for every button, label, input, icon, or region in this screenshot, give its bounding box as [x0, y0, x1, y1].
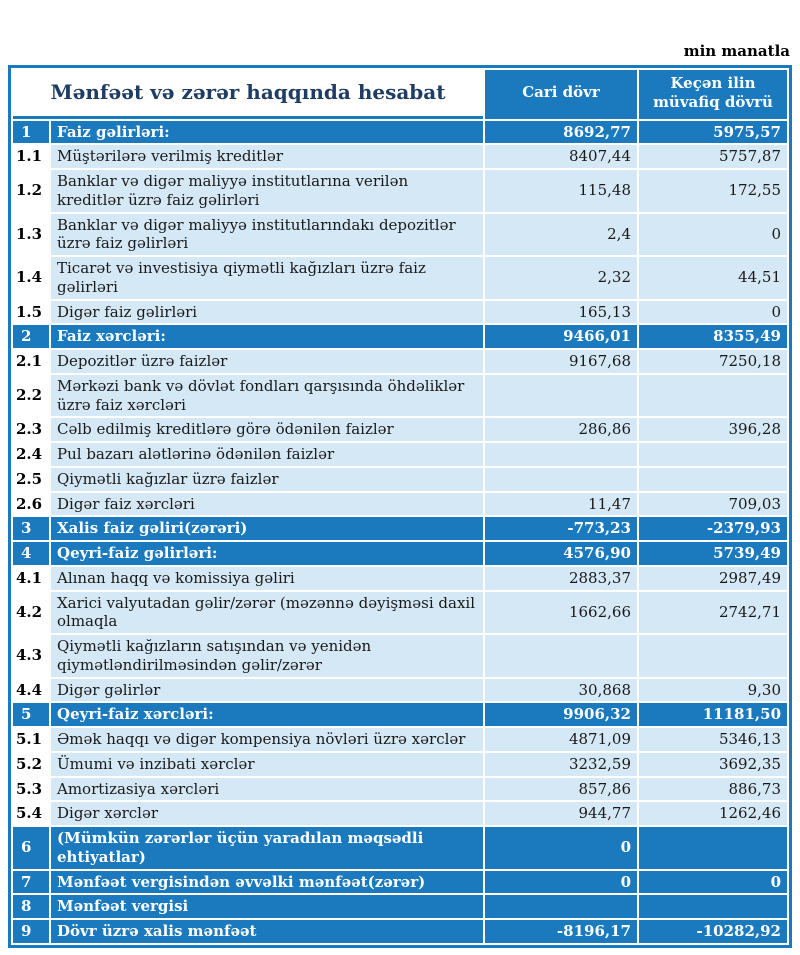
- row-value-previous: [639, 827, 787, 869]
- row-label: Xalis faiz gəliri(zərəri): [51, 517, 483, 540]
- table-row: [13, 920, 787, 943]
- row-value-current: 8692,77: [485, 121, 637, 144]
- row-number: 5: [13, 703, 49, 726]
- row-label: Faiz gəlirləri:: [51, 121, 483, 144]
- row-value-current: -8196,17: [485, 920, 637, 943]
- row-number: 4.2: [13, 592, 49, 634]
- row-label: Amortizasiya xərcləri: [51, 778, 483, 801]
- row-value-current: 9906,32: [485, 703, 637, 726]
- row-value-previous: 11181,50: [639, 703, 787, 726]
- table-row: [13, 802, 787, 825]
- row-value-current: 944,77: [485, 802, 637, 825]
- table-row: [13, 301, 787, 324]
- row-value-current: 3232,59: [485, 753, 637, 776]
- row-value-previous: 2987,49: [639, 567, 787, 590]
- row-value-previous: [639, 468, 787, 491]
- row-value-current: 115,48: [485, 170, 637, 212]
- row-value-previous: [639, 635, 787, 677]
- table-row: [13, 871, 787, 894]
- row-label: Müştərilərə verilmiş kreditlər: [51, 145, 483, 168]
- row-value-previous: 0: [639, 871, 787, 894]
- row-value-previous: 172,55: [639, 170, 787, 212]
- row-value-previous: 0: [639, 301, 787, 324]
- row-number: 2.1: [13, 350, 49, 373]
- row-label: Ticarət və investisiya qiymətli kağızları üzrə faiz gəlirləri: [51, 257, 483, 299]
- row-label: Depozitlər üzrə faizlər: [51, 350, 483, 373]
- row-label: (Mümkün zərərlər üçün yaradılan məqsədli ehtiyatlar): [51, 827, 483, 869]
- row-value-previous: -10282,92: [639, 920, 787, 943]
- profit-loss-table: [8, 65, 792, 948]
- row-value-current: [485, 375, 637, 417]
- row-value-current: 8407,44: [485, 145, 637, 168]
- row-value-current: -773,23: [485, 517, 637, 540]
- row-number: 2.4: [13, 443, 49, 466]
- row-label: Alınan haqq və komissiya gəliri: [51, 567, 483, 590]
- row-number: 2.2: [13, 375, 49, 417]
- units-note: min manatla: [683, 42, 790, 60]
- row-value-current: 857,86: [485, 778, 637, 801]
- row-value-previous: 1262,46: [639, 802, 787, 825]
- table-row: [13, 542, 787, 565]
- row-number: 5.4: [13, 802, 49, 825]
- row-label: Pul bazarı alətlərinə ödənilən faizlər: [51, 443, 483, 466]
- row-value-current: 9466,01: [485, 325, 637, 348]
- row-value-previous: 44,51: [639, 257, 787, 299]
- row-number: 5.2: [13, 753, 49, 776]
- column-header-current-period: Cari dövr: [485, 70, 637, 119]
- row-value-previous: 8355,49: [639, 325, 787, 348]
- row-value-current: 2,32: [485, 257, 637, 299]
- table-row: [13, 375, 787, 417]
- row-number: 1.4: [13, 257, 49, 299]
- column-header-previous-period: Keçən ilin müvafiq dövrü: [639, 70, 787, 119]
- table-row: [13, 214, 787, 256]
- row-value-current: 4871,09: [485, 728, 637, 751]
- table-title: Mənfəət və zərər haqqında hesabat: [13, 70, 483, 119]
- row-value-current: 9167,68: [485, 350, 637, 373]
- row-number: 3: [13, 517, 49, 540]
- row-label: Digər gəlirlər: [51, 679, 483, 702]
- row-label: Mənfəət vergisi: [51, 895, 483, 918]
- row-number: 6: [13, 827, 49, 869]
- row-label: Banklar və digər maliyyə institutlarına verilən kreditlər üzrə faiz gəlirləri: [51, 170, 483, 212]
- row-value-previous: 396,28: [639, 418, 787, 441]
- table-row: [13, 679, 787, 702]
- row-label: Banklar və digər maliyyə institutlarındakı depozitlər üzrə faiz gəlirləri: [51, 214, 483, 256]
- row-number: 1: [13, 121, 49, 144]
- table-row: [13, 468, 787, 491]
- row-value-current: 0: [485, 871, 637, 894]
- row-label: Əmək haqqı və digər kompensiya növləri üzrə xərclər: [51, 728, 483, 751]
- row-label: Mənfəət vergisindən əvvəlki mənfəət(zərər): [51, 871, 483, 894]
- row-value-previous: 7250,18: [639, 350, 787, 373]
- row-label: Qeyri-faiz xərcləri:: [51, 703, 483, 726]
- row-number: 1.5: [13, 301, 49, 324]
- row-number: 2.6: [13, 493, 49, 516]
- table-row: [13, 567, 787, 590]
- table-row: [13, 728, 787, 751]
- row-label: Cəlb edilmiş kreditlərə görə ödənilən faizlər: [51, 418, 483, 441]
- row-value-current: [485, 468, 637, 491]
- row-value-previous: 2742,71: [639, 592, 787, 634]
- row-label: Mərkəzi bank və dövlət fondları qarşısında öhdəliklər üzrə faiz xərcləri: [51, 375, 483, 417]
- header-row: [13, 70, 787, 119]
- row-number: 2: [13, 325, 49, 348]
- row-value-current: 2883,37: [485, 567, 637, 590]
- report-table-body: [13, 121, 787, 943]
- table-row: [13, 121, 787, 144]
- row-number: 5.1: [13, 728, 49, 751]
- table-row: [13, 257, 787, 299]
- row-value-previous: 5739,49: [639, 542, 787, 565]
- row-value-current: 165,13: [485, 301, 637, 324]
- row-number: 1.2: [13, 170, 49, 212]
- row-number: 4.3: [13, 635, 49, 677]
- row-label: Faiz xərcləri:: [51, 325, 483, 348]
- table-row: [13, 895, 787, 918]
- row-value-current: [485, 635, 637, 677]
- table-row: [13, 827, 787, 869]
- row-label: Xarici valyutadan gəlir/zərər (məzənnə dəyişməsi daxil olmaqla: [51, 592, 483, 634]
- row-number: 4.4: [13, 679, 49, 702]
- table-row: [13, 350, 787, 373]
- row-number: 5.3: [13, 778, 49, 801]
- row-value-current: 11,47: [485, 493, 637, 516]
- row-number: 8: [13, 895, 49, 918]
- table-row: [13, 635, 787, 677]
- table-row: [13, 517, 787, 540]
- row-number: 1.3: [13, 214, 49, 256]
- table-row: [13, 753, 787, 776]
- row-label: Digər faiz xərcləri: [51, 493, 483, 516]
- table-row: [13, 703, 787, 726]
- table-row: [13, 145, 787, 168]
- table-row: [13, 778, 787, 801]
- row-number: 2.3: [13, 418, 49, 441]
- row-value-current: [485, 443, 637, 466]
- row-value-previous: [639, 443, 787, 466]
- row-number: 7: [13, 871, 49, 894]
- table-row: [13, 418, 787, 441]
- row-value-current: 286,86: [485, 418, 637, 441]
- row-value-current: 4576,90: [485, 542, 637, 565]
- row-value-current: [485, 895, 637, 918]
- row-value-previous: 5346,13: [639, 728, 787, 751]
- row-number: 1.1: [13, 145, 49, 168]
- row-value-previous: -2379,93: [639, 517, 787, 540]
- row-label: Dövr üzrə xalis mənfəət: [51, 920, 483, 943]
- row-label: Ümumi və inzibati xərclər: [51, 753, 483, 776]
- row-value-current: 0: [485, 827, 637, 869]
- table-row: [13, 170, 787, 212]
- row-number: 9: [13, 920, 49, 943]
- table-row: [13, 325, 787, 348]
- table-row: [13, 592, 787, 634]
- row-number: 4: [13, 542, 49, 565]
- table-row: [13, 493, 787, 516]
- row-value-previous: 886,73: [639, 778, 787, 801]
- row-label: Qeyri-faiz gəlirləri:: [51, 542, 483, 565]
- row-value-current: 2,4: [485, 214, 637, 256]
- row-value-previous: 709,03: [639, 493, 787, 516]
- row-label: Qiymətli kağızların satışından və yenidən qiymətləndirilməsindən gəlir/zərər: [51, 635, 483, 677]
- row-value-previous: [639, 895, 787, 918]
- row-value-previous: 3692,35: [639, 753, 787, 776]
- row-label: Digər faiz gəlirləri: [51, 301, 483, 324]
- row-value-previous: 5757,87: [639, 145, 787, 168]
- row-number: 4.1: [13, 567, 49, 590]
- row-label: Qiymətli kağızlar üzrə faizlər: [51, 468, 483, 491]
- row-value-previous: 9,30: [639, 679, 787, 702]
- row-value-current: 30,868: [485, 679, 637, 702]
- row-number: 2.5: [13, 468, 49, 491]
- row-label: Digər xərclər: [51, 802, 483, 825]
- row-value-previous: [639, 375, 787, 417]
- row-value-previous: 0: [639, 214, 787, 256]
- row-value-current: 1662,66: [485, 592, 637, 634]
- row-value-previous: 5975,57: [639, 121, 787, 144]
- page: [0, 42, 800, 955]
- table-row: [13, 443, 787, 466]
